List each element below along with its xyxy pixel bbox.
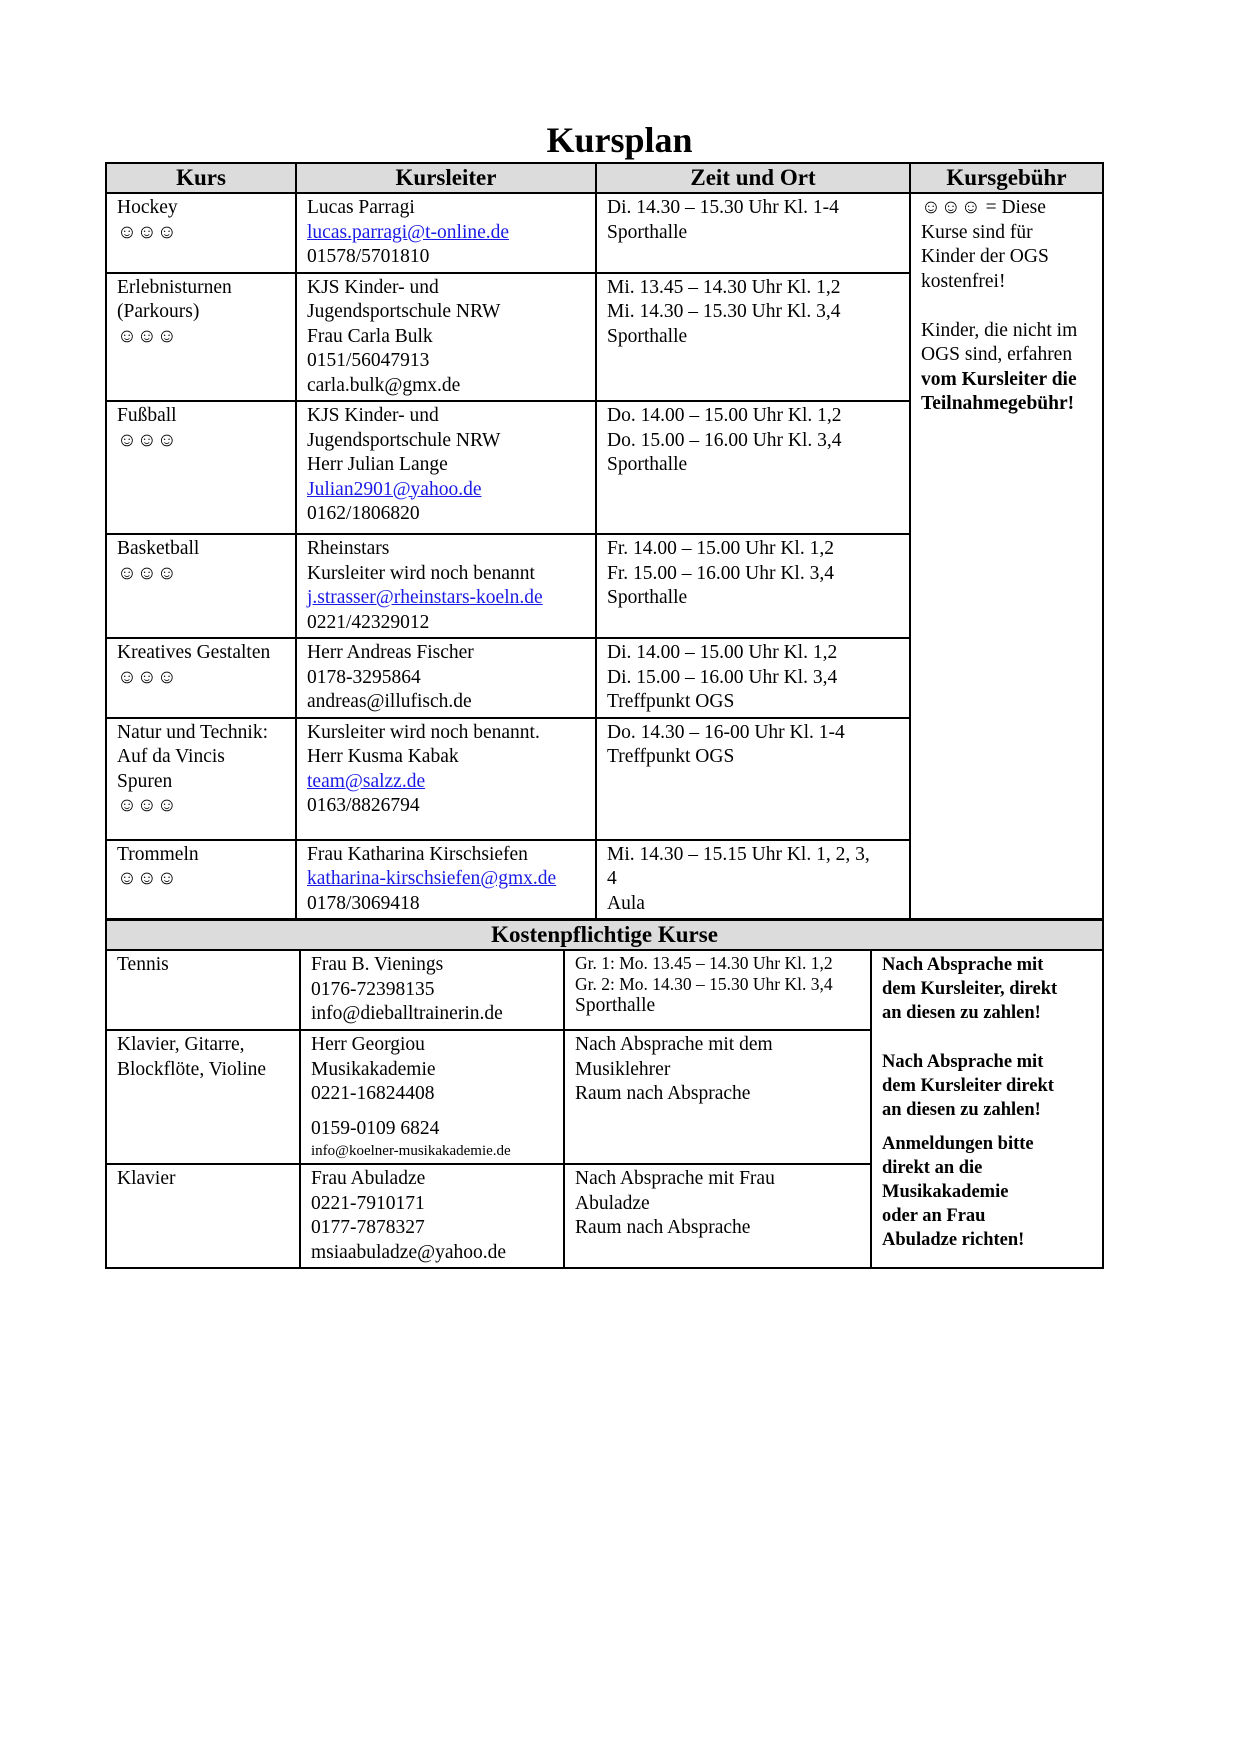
time: Musiklehrer: [575, 1058, 671, 1080]
fee-text-bold: dem Kursleiter, direkt: [882, 979, 1058, 999]
page-title: Kursplan: [546, 120, 693, 160]
free-smileys: ☺☺☺: [117, 221, 177, 243]
time: Di. 14.30 – 15.30 Uhr Kl. 1-4: [607, 197, 839, 218]
location: Sporthalle: [575, 995, 656, 1016]
course-name: Klavier, Gitarre,: [117, 1034, 245, 1055]
time: Gr. 2: Mo. 14.30 – 15.30 Uhr Kl. 3,4: [575, 973, 833, 994]
paid-course-table: [105, 919, 1104, 1269]
course-cell: [106, 950, 300, 1030]
time: Fr. 14.00 – 15.00 Uhr Kl. 1,2: [607, 538, 834, 559]
course-cell: [106, 1030, 300, 1164]
location: Treffpunkt OGS: [607, 691, 735, 712]
time: 4: [607, 868, 617, 889]
location: Sporthalle: [607, 454, 688, 475]
leader-text: KJS Kinder- und: [307, 405, 439, 426]
location: Sporthalle: [607, 587, 688, 608]
email: msiaabuladze@yahoo.de: [311, 1241, 507, 1263]
location: Treffpunkt OGS: [607, 746, 735, 767]
time-cell: [596, 401, 910, 534]
leader-name: Herr Julian Lange: [307, 454, 448, 475]
location: Sporthalle: [607, 325, 688, 347]
leader-cell: [300, 1164, 564, 1268]
leader-text: Kursleiter wird noch benannt: [307, 562, 535, 584]
time-cell: [596, 534, 910, 638]
leader-cell: [300, 950, 564, 1030]
course-name: Hockey: [117, 197, 178, 218]
fee-text-bold: dem Kursleiter direkt: [882, 1075, 1054, 1096]
fee-text-bold: direkt an die: [882, 1157, 983, 1178]
fee-text-bold: Teilnahmegebühr!: [921, 393, 1075, 414]
email: info@koelner-musikakademie.de: [311, 1143, 511, 1159]
header-zeit-ort: Zeit und Ort: [596, 163, 910, 193]
paid-fee-cell: [871, 950, 1103, 1268]
leader-name: Herr Kusma Kabak: [307, 746, 459, 767]
leader-text: Jugendsportschule NRW: [307, 301, 501, 322]
leader-name: Frau Katharina Kirschsiefen: [307, 843, 528, 865]
email-link[interactable]: katharina-kirschsiefen@gmx.de: [307, 868, 557, 889]
free-smileys: ☺☺☺: [117, 562, 177, 584]
time-cell: [596, 273, 910, 402]
phone: 0163/8826794: [307, 795, 420, 816]
time-cell: [596, 718, 910, 840]
paid-header: Kostenpflichtige Kurse: [106, 920, 1103, 950]
location: Aula: [607, 892, 645, 914]
fee-text-bold: vom Kursleiter die: [921, 368, 1077, 390]
course-table: [105, 162, 1104, 920]
leader-text: Musikakademie: [311, 1058, 436, 1080]
time: Do. 14.00 – 15.00 Uhr Kl. 1,2: [607, 405, 842, 426]
course-name: Spuren: [117, 770, 173, 792]
course-name: Auf da Vincis: [117, 746, 225, 767]
fee-text: Kinder der OGS: [921, 246, 1049, 267]
header-kursleiter: Kursleiter: [296, 163, 596, 193]
time: Do. 14.30 – 16-00 Uhr Kl. 1-4: [607, 721, 845, 743]
time-cell: [564, 1164, 871, 1268]
free-smileys: ☺☺☺: [117, 666, 177, 688]
header-kurs: Kurs: [106, 163, 296, 193]
fee-text: kostenfrei!: [921, 270, 1006, 292]
course-name: Tennis: [117, 954, 169, 975]
time: Di. 15.00 – 16.00 Uhr Kl. 3,4: [607, 666, 838, 688]
header-kursgebuehr: Kursgebühr: [910, 163, 1103, 193]
course-name: Erlebnisturnen: [117, 276, 232, 298]
phone: 0221-7910171: [311, 1192, 425, 1214]
phone: 0151/56047913: [307, 350, 430, 371]
time: Nach Absprache mit dem: [575, 1034, 773, 1055]
leader-text: Jugendsportschule NRW: [307, 429, 501, 451]
fee-text: Kinder, die nicht im: [921, 319, 1078, 341]
time: Mi. 14.30 – 15.15 Uhr Kl. 1, 2, 3,: [607, 843, 870, 865]
fee-text: ☺☺☺ = Diese: [921, 197, 1046, 218]
leader-cell: [296, 840, 596, 920]
leader-name: Herr Georgiou: [311, 1034, 425, 1055]
fee-cell: [910, 193, 1103, 919]
leader-text: Kursleiter wird noch benannt.: [307, 721, 540, 743]
fee-text-bold: an diesen zu zahlen!: [882, 1099, 1041, 1120]
fee-text-bold: oder an Frau: [882, 1205, 986, 1226]
time-cell: [596, 193, 910, 273]
phone: 0178-3295864: [307, 666, 421, 688]
fee-text-bold: Nach Absprache mit: [882, 1051, 1044, 1072]
leader-cell: [300, 1030, 564, 1164]
email-link[interactable]: team@salzz.de: [307, 770, 426, 792]
phone: 0162/1806820: [307, 503, 420, 524]
time-cell: [596, 840, 910, 920]
leader-name: Frau Carla Bulk: [307, 325, 433, 347]
time: Gr. 1: Mo. 13.45 – 14.30 Uhr Kl. 1,2: [575, 953, 833, 973]
leader-text: Rheinstars: [307, 538, 390, 559]
time: Di. 14.00 – 15.00 Uhr Kl. 1,2: [607, 642, 838, 663]
location: Raum nach Absprache: [575, 1083, 751, 1104]
fee-text-bold: an diesen zu zahlen!: [882, 1003, 1041, 1023]
table-row: [106, 193, 1103, 273]
leader-name: Herr Andreas Fischer: [307, 642, 474, 663]
leader-text: KJS Kinder- und: [307, 276, 439, 298]
fee-text: OGS sind, erfahren: [921, 344, 1073, 365]
course-name: Kreatives Gestalten: [117, 642, 271, 663]
course-cell: [106, 638, 296, 718]
leader-cell: [296, 718, 596, 840]
email-link[interactable]: lucas.parragi@t-online.de: [307, 221, 510, 243]
time: Abuladze: [575, 1192, 650, 1214]
fee-text: Kurse sind für: [921, 221, 1033, 243]
time: Mi. 14.30 – 15.30 Uhr Kl. 3,4: [607, 301, 841, 322]
course-name: Fußball: [117, 405, 177, 426]
leader-cell: [296, 193, 596, 273]
time: Mi. 13.45 – 14.30 Uhr Kl. 1,2: [607, 276, 841, 298]
course-cell: [106, 193, 296, 273]
time: Nach Absprache mit Frau: [575, 1168, 775, 1189]
phone: 0159-0109 6824: [311, 1117, 440, 1139]
course-cell: [106, 718, 296, 840]
free-smileys: ☺☺☺: [117, 868, 177, 889]
leader-cell: [296, 273, 596, 402]
email-link[interactable]: j.strasser@rheinstars-koeln.de: [307, 587, 543, 608]
phone: 0221-16824408: [311, 1083, 435, 1104]
course-name: Klavier: [117, 1168, 176, 1189]
fee-text-bold: Musikakademie: [882, 1181, 1009, 1202]
leader-cell: [296, 401, 596, 534]
fee-text-bold: Nach Absprache mit: [882, 955, 1044, 975]
phone: 0176-72398135: [311, 978, 435, 1000]
time: Fr. 15.00 – 16.00 Uhr Kl. 3,4: [607, 562, 834, 584]
course-name: Basketball: [117, 538, 200, 559]
phone: 0221/42329012: [307, 611, 430, 633]
fee-text-bold: Anmeldungen bitte: [882, 1133, 1034, 1154]
course-name: Natur und Technik:: [117, 721, 268, 743]
email: carla.bulk@gmx.de: [307, 374, 461, 396]
free-smileys: ☺☺☺: [117, 325, 177, 347]
time-cell: [564, 1030, 871, 1164]
course-cell: [106, 534, 296, 638]
leader-name: Frau B. Vienings: [311, 954, 444, 975]
table-row: [106, 950, 1103, 1030]
phone: 01578/5701810: [307, 246, 430, 267]
free-smileys: ☺☺☺: [117, 795, 177, 816]
leader-cell: [296, 534, 596, 638]
course-name: Trommeln: [117, 843, 199, 865]
email-link[interactable]: Julian2901@yahoo.de: [307, 478, 482, 500]
course-cell: [106, 401, 296, 534]
phone: 0178/3069418: [307, 892, 420, 914]
course-name: (Parkours): [117, 301, 200, 322]
email: andreas@illufisch.de: [307, 691, 472, 712]
course-cell: [106, 1164, 300, 1268]
leader-name: Frau Abuladze: [311, 1168, 426, 1189]
email: info@dieballtrainerin.de: [311, 1003, 503, 1024]
leader-name: Lucas Parragi: [307, 197, 415, 218]
leader-cell: [296, 638, 596, 718]
time-cell: [596, 638, 910, 718]
time: Do. 15.00 – 16.00 Uhr Kl. 3,4: [607, 429, 842, 451]
time-cell: [564, 950, 871, 1030]
free-smileys: ☺☺☺: [117, 429, 177, 451]
fee-text-bold: Abuladze richten!: [882, 1229, 1025, 1250]
phone: 0177-7878327: [311, 1217, 425, 1238]
location: Raum nach Absprache: [575, 1217, 751, 1238]
course-name: Blockflöte, Violine: [117, 1058, 267, 1080]
course-cell: [106, 840, 296, 920]
course-cell: [106, 273, 296, 402]
location: Sporthalle: [607, 221, 688, 243]
